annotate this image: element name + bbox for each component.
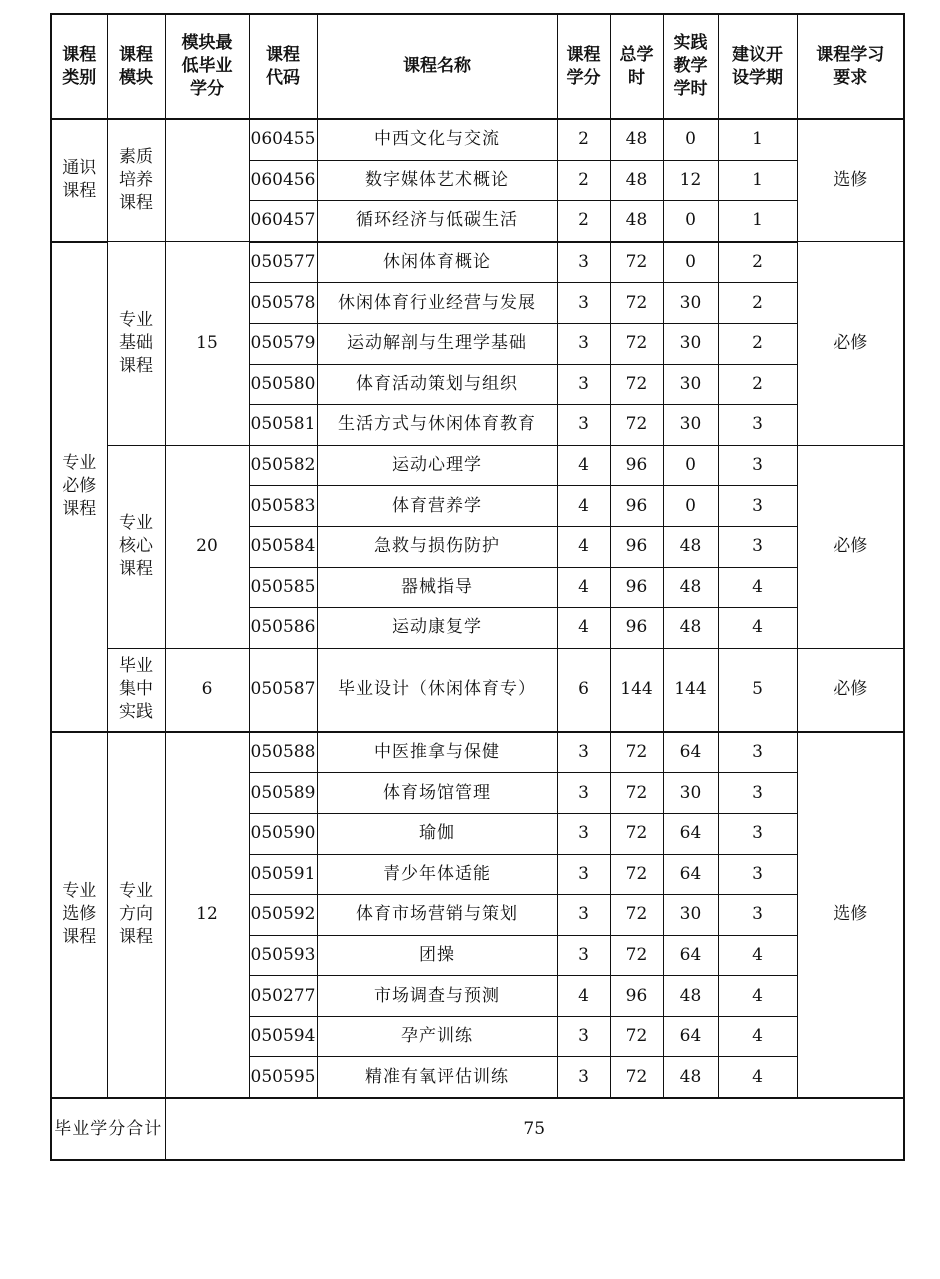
course-semester: 4 <box>718 935 797 976</box>
course-credits: 3 <box>557 405 610 446</box>
course-code: 050582 <box>249 445 317 486</box>
course-total-hours: 72 <box>610 773 663 814</box>
course-code: 050595 <box>249 1057 317 1098</box>
course-practice-hours: 30 <box>663 323 718 364</box>
module-label: 专业核心课程 <box>118 513 153 580</box>
course-name: 体育市场营销与策划 <box>317 895 557 936</box>
table-row <box>51 732 904 773</box>
curriculum-table <box>50 13 905 1161</box>
course-code: 060456 <box>249 160 317 201</box>
course-name: 体育活动策划与组织 <box>317 364 557 405</box>
course-code: 050578 <box>249 283 317 324</box>
course-practice-hours: 30 <box>663 283 718 324</box>
course-practice-hours: 144 <box>663 648 718 732</box>
table-row <box>51 119 904 160</box>
table-row <box>51 242 904 283</box>
course-total-hours: 72 <box>610 364 663 405</box>
course-practice-hours: 48 <box>663 976 718 1017</box>
header-code: 课程代码 <box>249 14 317 119</box>
course-semester: 3 <box>718 813 797 854</box>
course-practice-hours: 64 <box>663 1016 718 1057</box>
course-semester: 3 <box>718 854 797 895</box>
header-min-credits: 模块最低毕业学分 <box>165 14 249 119</box>
course-credits: 6 <box>557 648 610 732</box>
course-name: 青少年体适能 <box>317 854 557 895</box>
course-code: 050577 <box>249 242 317 283</box>
course-name: 器械指导 <box>317 567 557 608</box>
module-label: 专业方向课程 <box>118 881 153 948</box>
course-code: 050580 <box>249 364 317 405</box>
course-total-hours: 72 <box>610 1057 663 1098</box>
course-total-hours: 72 <box>610 935 663 976</box>
requirement-cell: 必修 <box>797 648 904 732</box>
course-name: 数字媒体艺术概论 <box>317 160 557 201</box>
course-credits: 3 <box>557 1016 610 1057</box>
course-code: 050593 <box>249 935 317 976</box>
course-credits: 2 <box>557 160 610 201</box>
course-name: 运动解剖与生理学基础 <box>317 323 557 364</box>
course-semester: 2 <box>718 364 797 405</box>
module-label: 素质培养课程 <box>118 147 153 214</box>
module-cell <box>107 445 165 648</box>
requirement-cell: 必修 <box>797 445 904 648</box>
course-credits: 2 <box>557 201 610 242</box>
course-semester: 1 <box>718 119 797 160</box>
course-semester: 2 <box>718 283 797 324</box>
course-semester: 5 <box>718 648 797 732</box>
category-label: 专业必修课程 <box>62 453 97 520</box>
course-code: 060455 <box>249 119 317 160</box>
course-total-hours: 48 <box>610 201 663 242</box>
table-row <box>51 445 904 486</box>
course-semester: 3 <box>718 732 797 773</box>
module-label: 专业基础课程 <box>118 310 153 377</box>
course-semester: 3 <box>718 895 797 936</box>
course-practice-hours: 48 <box>663 526 718 567</box>
table-body <box>51 119 904 1098</box>
course-credits: 3 <box>557 1057 610 1098</box>
course-practice-hours: 30 <box>663 895 718 936</box>
table-row <box>51 648 904 732</box>
course-semester: 3 <box>718 486 797 527</box>
course-practice-hours: 12 <box>663 160 718 201</box>
course-semester: 4 <box>718 567 797 608</box>
course-practice-hours: 48 <box>663 608 718 649</box>
module-cell <box>107 732 165 1098</box>
min-credits-cell: 20 <box>165 445 249 648</box>
course-semester: 3 <box>718 526 797 567</box>
course-total-hours: 48 <box>610 119 663 160</box>
course-credits: 4 <box>557 608 610 649</box>
course-name: 市场调查与预测 <box>317 976 557 1017</box>
course-practice-hours: 64 <box>663 732 718 773</box>
course-name: 生活方式与休闲体育教育 <box>317 405 557 446</box>
module-cell <box>107 648 165 732</box>
course-semester: 4 <box>718 1057 797 1098</box>
header-name: 课程名称 <box>317 14 557 119</box>
course-code: 050584 <box>249 526 317 567</box>
course-code: 050587 <box>249 648 317 732</box>
course-credits: 3 <box>557 323 610 364</box>
course-semester: 3 <box>718 445 797 486</box>
course-code: 050590 <box>249 813 317 854</box>
requirement-cell: 选修 <box>797 119 904 242</box>
course-total-hours: 72 <box>610 405 663 446</box>
course-name: 中医推拿与保健 <box>317 732 557 773</box>
course-credits: 3 <box>557 813 610 854</box>
header-total-hours: 总学时 <box>610 14 663 119</box>
category-cell <box>51 242 107 732</box>
course-code: 050592 <box>249 895 317 936</box>
course-name: 运动心理学 <box>317 445 557 486</box>
course-practice-hours: 0 <box>663 201 718 242</box>
course-total-hours: 96 <box>610 976 663 1017</box>
header-category: 课程类别 <box>51 14 107 119</box>
course-name: 体育场馆管理 <box>317 773 557 814</box>
total-value: 75 <box>165 1098 904 1160</box>
min-credits-cell: 12 <box>165 732 249 1098</box>
table-header <box>51 14 904 119</box>
header-requirement: 课程学习要求 <box>797 14 904 119</box>
course-practice-hours: 0 <box>663 119 718 160</box>
course-code: 050277 <box>249 976 317 1017</box>
course-credits: 4 <box>557 526 610 567</box>
requirement-cell: 必修 <box>797 242 904 445</box>
course-credits: 3 <box>557 732 610 773</box>
module-label: 毕业集中实践 <box>118 656 153 723</box>
course-credits: 4 <box>557 567 610 608</box>
course-total-hours: 96 <box>610 445 663 486</box>
course-code: 050589 <box>249 773 317 814</box>
course-total-hours: 144 <box>610 648 663 732</box>
course-name: 中西文化与交流 <box>317 119 557 160</box>
course-credits: 3 <box>557 935 610 976</box>
course-total-hours: 96 <box>610 526 663 567</box>
course-name: 瑜伽 <box>317 813 557 854</box>
course-semester: 3 <box>718 773 797 814</box>
course-name: 循环经济与低碳生活 <box>317 201 557 242</box>
course-credits: 4 <box>557 976 610 1017</box>
course-semester: 1 <box>718 160 797 201</box>
module-cell <box>107 119 165 242</box>
course-code: 050588 <box>249 732 317 773</box>
course-name: 急救与损伤防护 <box>317 526 557 567</box>
min-credits-cell: 6 <box>165 648 249 732</box>
course-practice-hours: 64 <box>663 935 718 976</box>
course-credits: 3 <box>557 283 610 324</box>
course-total-hours: 72 <box>610 283 663 324</box>
header-practice-hours: 实践教学学时 <box>663 14 718 119</box>
course-credits: 4 <box>557 445 610 486</box>
course-name: 休闲体育概论 <box>317 242 557 283</box>
course-practice-hours: 64 <box>663 854 718 895</box>
header-credits: 课程学分 <box>557 14 610 119</box>
course-name: 体育营养学 <box>317 486 557 527</box>
course-credits: 3 <box>557 895 610 936</box>
total-row <box>51 1098 904 1160</box>
course-total-hours: 72 <box>610 732 663 773</box>
category-label: 通识课程 <box>62 158 97 202</box>
course-semester: 1 <box>718 201 797 242</box>
course-total-hours: 72 <box>610 895 663 936</box>
course-total-hours: 96 <box>610 567 663 608</box>
course-code: 050579 <box>249 323 317 364</box>
course-name: 毕业设计（休闲体育专） <box>317 648 557 732</box>
total-label: 毕业学分合计 <box>51 1098 165 1160</box>
course-semester: 4 <box>718 976 797 1017</box>
course-credits: 3 <box>557 364 610 405</box>
course-practice-hours: 30 <box>663 405 718 446</box>
course-credits: 3 <box>557 854 610 895</box>
course-name: 运动康复学 <box>317 608 557 649</box>
course-code: 050591 <box>249 854 317 895</box>
course-name: 孕产训练 <box>317 1016 557 1057</box>
category-cell <box>51 732 107 1098</box>
course-total-hours: 72 <box>610 323 663 364</box>
course-semester: 2 <box>718 242 797 283</box>
course-practice-hours: 64 <box>663 813 718 854</box>
course-total-hours: 48 <box>610 160 663 201</box>
min-credits-cell: 15 <box>165 242 249 445</box>
min-credits-cell <box>165 119 249 242</box>
course-total-hours: 72 <box>610 813 663 854</box>
course-name: 精准有氧评估训练 <box>317 1057 557 1098</box>
course-practice-hours: 30 <box>663 364 718 405</box>
course-semester: 4 <box>718 608 797 649</box>
header-module: 课程模块 <box>107 14 165 119</box>
course-practice-hours: 0 <box>663 242 718 283</box>
course-total-hours: 96 <box>610 608 663 649</box>
course-practice-hours: 48 <box>663 1057 718 1098</box>
course-code: 050581 <box>249 405 317 446</box>
category-label: 专业选修课程 <box>62 881 97 948</box>
course-credits: 3 <box>557 773 610 814</box>
course-credits: 3 <box>557 242 610 283</box>
course-practice-hours: 30 <box>663 773 718 814</box>
course-practice-hours: 48 <box>663 567 718 608</box>
course-total-hours: 72 <box>610 854 663 895</box>
course-code: 050583 <box>249 486 317 527</box>
course-name: 团操 <box>317 935 557 976</box>
course-semester: 2 <box>718 323 797 364</box>
course-total-hours: 96 <box>610 486 663 527</box>
course-code: 050594 <box>249 1016 317 1057</box>
course-total-hours: 72 <box>610 1016 663 1057</box>
course-code: 050586 <box>249 608 317 649</box>
requirement-cell: 选修 <box>797 732 904 1098</box>
course-semester: 4 <box>718 1016 797 1057</box>
course-practice-hours: 0 <box>663 486 718 527</box>
course-semester: 3 <box>718 405 797 446</box>
course-credits: 4 <box>557 486 610 527</box>
category-cell <box>51 119 107 242</box>
course-total-hours: 72 <box>610 242 663 283</box>
course-practice-hours: 0 <box>663 445 718 486</box>
course-code: 050585 <box>249 567 317 608</box>
course-credits: 2 <box>557 119 610 160</box>
course-code: 060457 <box>249 201 317 242</box>
module-cell <box>107 242 165 445</box>
course-name: 休闲体育行业经营与发展 <box>317 283 557 324</box>
header-semester: 建议开设学期 <box>718 14 797 119</box>
